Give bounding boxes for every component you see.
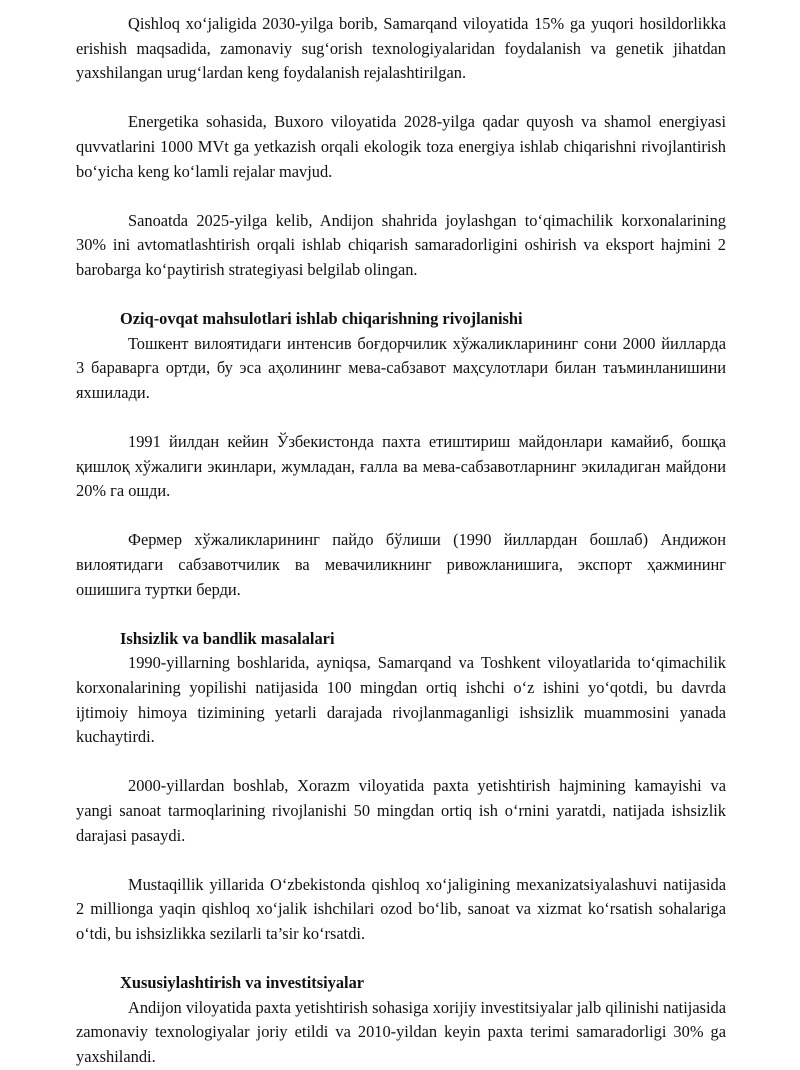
section-heading-privatization: Xususiylashtirish va investitsiyalar bbox=[120, 973, 365, 993]
paragraph-industry: Sanoatda 2025-yilga kelib, Andijon shahrida joylashgan to‘qimachilik korxonalarining 30% ini avtomatlashtirish orqali ishlab chiqarish samaradorligini oshirish va eksport hajmini 2 barobarga ko‘paytirish strategiyasi belgilab olingan. bbox=[76, 210, 726, 279]
section-heading-unemployment: Ishsizlik va bandlik masalalari bbox=[120, 628, 335, 648]
section-heading-food-production: Oziq-ovqat mahsulotlari ishlab chiqarishning rivojlanishi bbox=[120, 309, 523, 329]
paragraph-farms: Фермер хўжаликларининг пайдо бўлиши (1990 йиллардан бошлаб) Андижон вилоятидаги сабзавотчилик ва мевачиликнинг ривожланишига, экспорт ҳажмининг ошишига туртки берди. bbox=[76, 530, 726, 599]
paragraph-agriculture: Qishloq xo‘jaligida 2030-yilga borib, Samarqand viloyatida 15% ga yuqori hosildorlikka erishish maqsadida, zamonaviy sug‘orish texnologiyalaridan foydalanish va genetik jihatdan yaxshilangan urug‘lardan keng foydalanish rejalashtirilgan. bbox=[76, 14, 726, 83]
paragraph-investments: Andijon viloyatida paxta yetishtirish sohasiga xorijiy investitsiyalar jalb qilinishi natijasida zamonaviy texnologiyalar joriy etildi va 2010-yildan keyin paxta terimi samaradorligi 30% ga yaxshilandi. bbox=[76, 997, 726, 1066]
paragraph-1990s-layoffs: 1990-yillarning boshlarida, ayniqsa, Samarqand va Toshkent viloyatlarida to‘qimachilik korxonalarining yopilishi natijasida 100 mingdan ortiq ishchi o‘z ishini yo‘qotdi, bu davrda ijtimoiy himoya tizimining yetarli darajada rivojlanmaganligi ishsizlik muammosini yanada kuchaytirdi. bbox=[76, 653, 726, 747]
paragraph-energy: Energetika sohasida, Buxoro viloyatida 2028-yilga qadar quyosh va shamol energiyasi quvvatlarini 1000 MVt ga yetkazish orqali ekologik toza energiya ishlab chiqarishni rivojlantirish bo‘yicha keng ko‘lamli rejalar mavjud. bbox=[76, 112, 726, 181]
paragraph-2000s-jobs: 2000-yillardan boshlab, Xorazm viloyatida paxta yetishtirish hajmining kamayishi va yangi sanoat tarmoqlarining rivojlanishi 50 mingdan ortiq ish o‘rnini yaratdi, natijada ishsizlik darajasi pasaydi. bbox=[76, 776, 726, 845]
paragraph-orchards: Тошкент вилоятидаги интенсив боғдорчилик хўжаликларининг сони 2000 йилларда 3 бараварга ортди, бу эса аҳолининг мева-сабзавот маҳсулотлари билан таъминланишини яхшилади. bbox=[76, 333, 726, 402]
document-page bbox=[76, 12, 726, 1070]
paragraph-mechanization: Mustaqillik yillarida O‘zbekistonda qishloq xo‘jaligining mexanizatsiyalashuvi natijasida 2 millionga yaqin qishloq xo‘jalik ishchilari ozod bo‘lib, sanoat va xizmat ko‘rsatish sohalariga o‘tdi, bu ishsizlikka sezilarli ta’sir ko‘rsatdi. bbox=[76, 874, 726, 943]
paragraph-cotton-areas: 1991 йилдан кейин Ўзбекистонда пахта етиштириш майдонлари камайиб, бошқа қишлоқ хўжалиги экинлари, жумладан, ғалла ва мева-сабзавотларнинг экиладиган майдони 20% га ошди. bbox=[76, 432, 726, 501]
